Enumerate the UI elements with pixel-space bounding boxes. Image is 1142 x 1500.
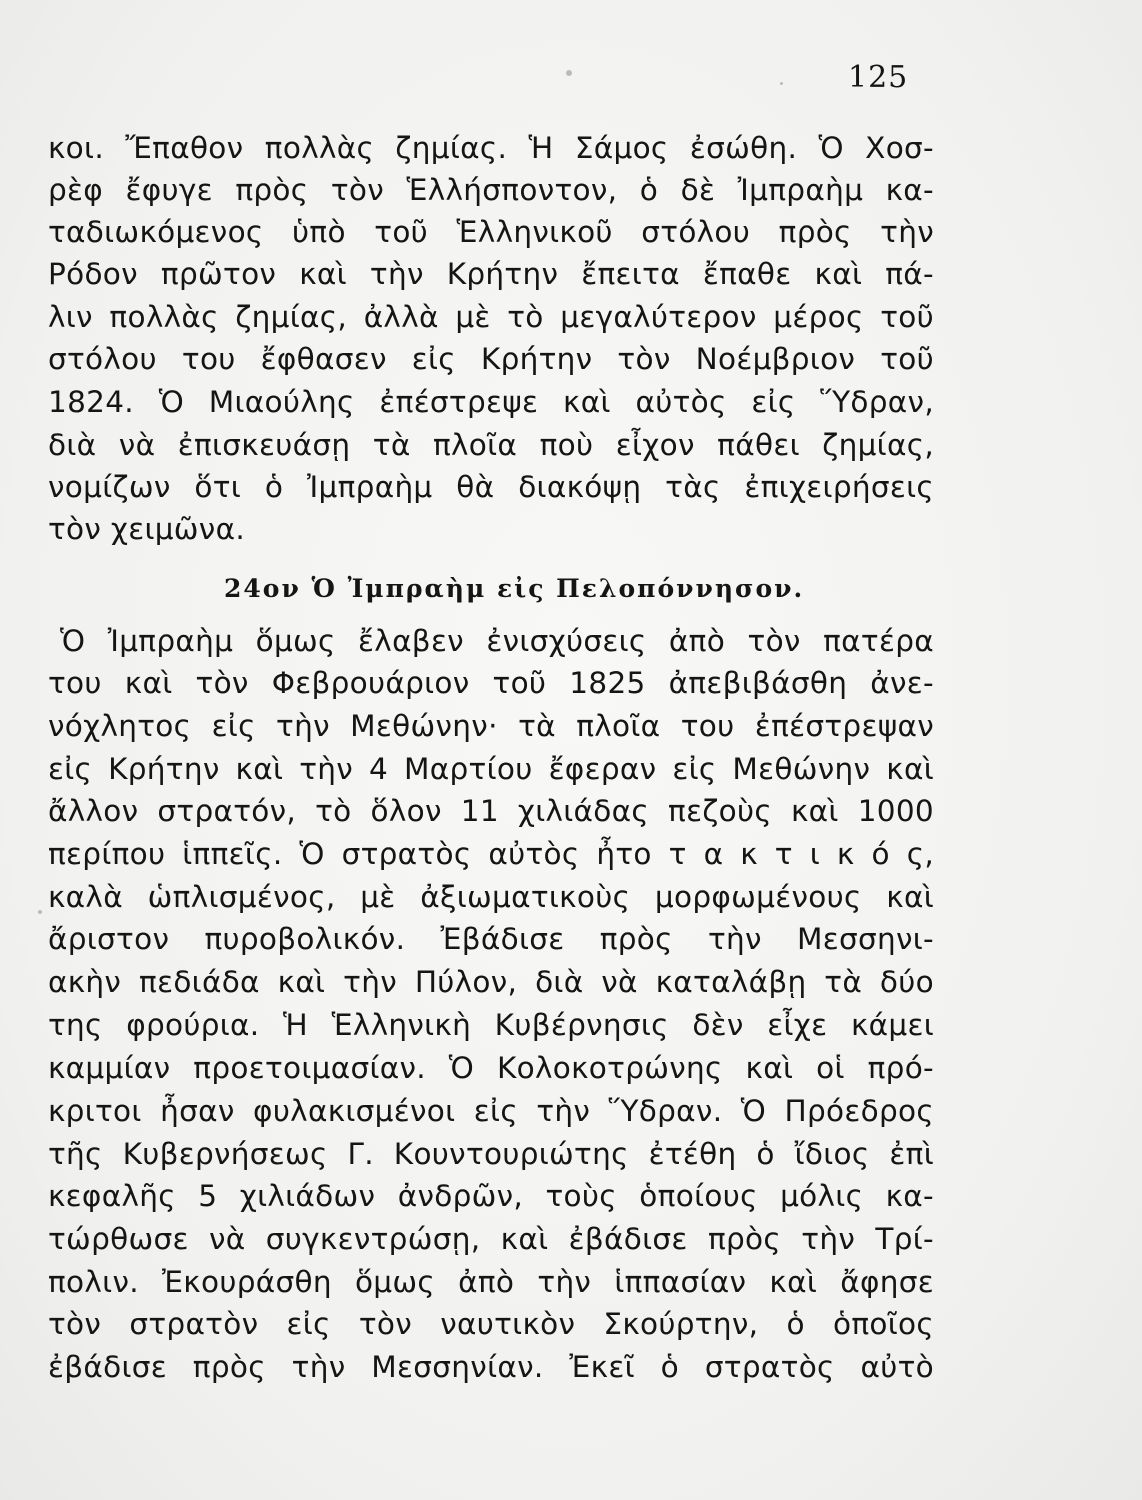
- text-line: τὸν στρατὸν εἰς τὸν ναυτικὸν Σκούρτην, ὁ ὁποῖος: [48, 1307, 934, 1341]
- text-line: κεφαλῆς 5 χιλιάδων ἀνδρῶν, τοὺς ὁποίους μόλις κα-: [48, 1179, 934, 1213]
- text-line: της φρούρια. Ἡ Ἑλληνικὴ Κυβέρνησις δὲν εἶχε κάμει: [48, 1008, 934, 1042]
- text-line: τῆς Κυβερνήσεως Γ. Κουντουριώτης ἐτέθη ὁ ἴδιος ἐπὶ: [48, 1137, 934, 1171]
- text-line: τώρθωσε νὰ συγκεντρώσῃ, καὶ ἐβάδισε πρὸς τὴν Τρί-: [48, 1222, 934, 1256]
- text-line: ακὴν πεδιάδα καὶ τὴν Πύλον, διὰ νὰ καταλάβῃ τὰ δύο: [48, 965, 934, 999]
- section-heading: 24ον Ὁ Ἰμπραὴμ εἰς Πελοπόννησον.: [224, 574, 805, 603]
- text-line: καλὰ ὡπλισμένος, μὲ ἀξιωματικοὺς μορφωμένους καὶ: [48, 880, 934, 914]
- text-line: του καὶ τὸν Φεβρουάριον τοῦ 1825 ἀπεβιβάσθη ἀνε-: [48, 666, 934, 700]
- text-line: κριτοι ἦσαν φυλακισμένοι εἰς τὴν Ὕδραν. Ὁ Πρόεδρος: [48, 1094, 934, 1128]
- text-line: πολιν. Ἐκουράσθη ὅμως ἀπὸ τὴν ἱππασίαν καὶ ἄφησε: [48, 1265, 934, 1299]
- text-line: ἄλλον στρατόν, τὸ ὅλον 11 χιλιάδας πεζοὺς καὶ 1000: [48, 794, 934, 828]
- text-line: περίπου ἱππεῖς. Ὁ στρατὸς αὐτὸς ἦτο τ α κ τ ι κ ό ς,: [48, 837, 934, 871]
- paper-speck: [38, 910, 42, 914]
- page-number: 125: [848, 60, 909, 95]
- text-line: κοι. Ἔπαθον πολλὰς ζημίας. Ἡ Σάμος ἐσώθη. Ὁ Χοσ-: [48, 131, 934, 165]
- text-line: ταδιωκόμενος ὑπὸ τοῦ Ἑλληνικοῦ στόλου πρὸς τὴν: [48, 215, 934, 249]
- text-line: ἄριστον πυροβολικόν. Ἐβάδισε πρὸς τὴν Μεσσηνι-: [48, 922, 934, 956]
- text-line-indented: Ὁ Ἰμπραὴμ ὅμως ἔλαβεν ἐνισχύσεις ἀπὸ τὸν πατέρα: [60, 624, 934, 658]
- text-line: νόχλητος εἰς τὴν Μεθώνην· τὰ πλοῖα του ἐπέστρεψαν: [48, 709, 934, 743]
- text-line: εἰς Κρήτην καὶ τὴν 4 Μαρτίου ἔφεραν εἰς Μεθώνην καὶ: [48, 752, 934, 786]
- text-line-last: τὸν χειμῶνα.: [48, 512, 246, 546]
- text-line: Ρόδον πρῶτον καὶ τὴν Κρήτην ἔπειτα ἔπαθε καὶ πά-: [48, 257, 934, 291]
- text-line: διὰ νὰ ἐπισκευάσῃ τὰ πλοῖα ποὺ εἶχον πάθει ζημίας,: [48, 428, 934, 462]
- text-line: ἐβάδισε πρὸς τὴν Μεσσηνίαν. Ἐκεῖ ὁ στρατὸς αὐτὸ: [48, 1350, 934, 1384]
- text-line: νομίζων ὅτι ὁ Ἰμπραὴμ θὰ διακόψῃ τὰς ἐπιχειρήσεις: [48, 470, 934, 504]
- text-line: καμμίαν προετοιμασίαν. Ὁ Κολοκοτρώνης καὶ οἱ πρό-: [48, 1051, 934, 1085]
- paper-speck: [566, 70, 572, 76]
- text-line: 1824. Ὁ Μιαούλης ἐπέστρεψε καὶ αὐτὸς εἰς Ὕδραν,: [48, 385, 934, 419]
- paper-speck: [780, 82, 783, 85]
- text-line: λιν πολλὰς ζημίας, ἀλλὰ μὲ τὸ μεγαλύτερον μέρος τοῦ: [48, 300, 934, 334]
- text-line: στόλου του ἔφθασεν εἰς Κρήτην τὸν Νοέμβριον τοῦ: [48, 342, 934, 376]
- text-line: ρὲφ ἔφυγε πρὸς τὸν Ἑλλήσποντον, ὁ δὲ Ἰμπραὴμ κα-: [48, 173, 934, 207]
